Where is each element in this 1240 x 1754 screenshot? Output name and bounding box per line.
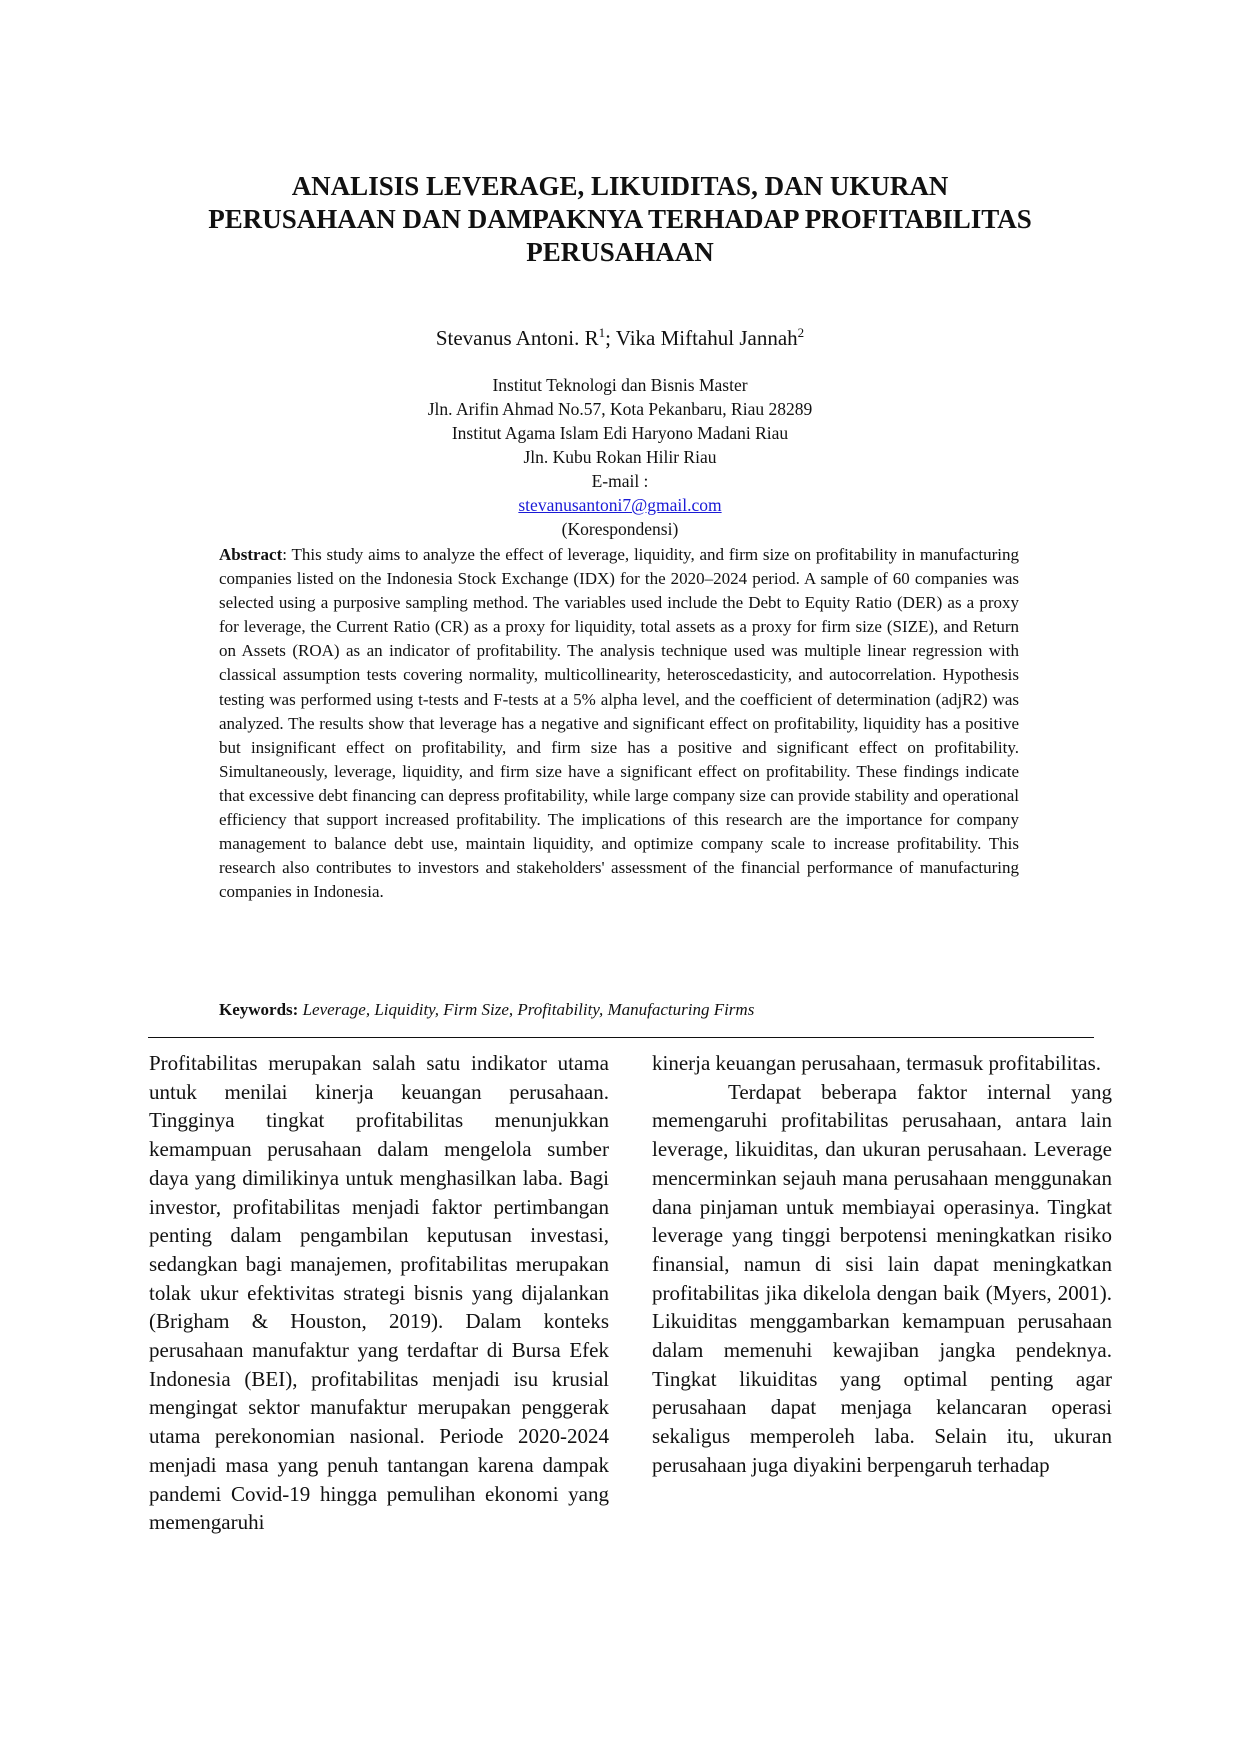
title-line: ANALISIS LEVERAGE, LIKUIDITAS, DAN UKURAN [291,171,949,201]
author-separator: ; [605,326,616,350]
body-paragraph: Terdapat beberapa faktor internal yang memengaruhi profitabilitas perusahaan, antara lain leverage, likuiditas, dan ukuran perusahaan. Leverage mencerminkan sejauh mana perusahaan menggunakan dana pinjaman untuk membiayai operasinya. Tingkat leverage yang tinggi berpotensi meningkatkan risiko finansial, namun di sisi lain dapat meningkatkan profitabilitas jika dikelola dengan baik (Myers, 2001). Likuiditas menggambarkan kemampuan perusahaan dalam memenuhi kewajiban jangka pendeknya. Tingkat likuiditas yang optimal penting agar perusahaan dapat menjaga kelancaran operasi sekaligus memperoleh laba. Selain itu, ukuran perusahaan juga diyakini berpengaruh terhadap [652,1079,1112,1477]
institution-name: Institut Agama Islam Edi Haryono Madani Riau [451,423,789,443]
institution-address: Jln. Arifin Ahmad No.57, Kota Pekanbaru, Riau 28289 [427,399,813,419]
email-link[interactable]: stevanusantoni7@gmail.com [518,495,722,515]
body-column-left [149,1049,609,1537]
body-column-right [652,1049,1112,1480]
email-line [120,469,1120,541]
paper-title [120,170,1120,269]
affiliation-block [120,373,1120,541]
body-paragraph: kinerja keuangan perusahaan, termasuk profitabilitas. [652,1051,1101,1075]
keywords-label: Keywords: [219,1000,299,1019]
author-affiliation-mark: 1 [598,325,606,340]
title-line: PERUSAHAAN DAN DAMPAKNYA TERHADAP PROFITABILITAS [208,204,1032,234]
abstract-text: : This study aims to analyze the effect of leverage, liquidity, and firm size on profitability in manufacturing companies listed on the Indonesia Stock Exchange (IDX) for the 2020–2024 period. A sample of 60 companies was selected using a purposive sampling method. The variables used include the Debt to Equity Ratio (DER) as a proxy for leverage, the Current Ratio (CR) as a proxy for liquidity, total assets as a proxy for firm size (SIZE), and Return on Assets (ROA) as an indicator of profitability. The analysis technique used was multiple linear regression with classical assumption tests covering normality, multicollinearity, heteroscedasticity, and autocorrelation. Hypothesis testing was performed using t-tests and F-tests at a 5% alpha level, and the coefficient of determination (adjR2) was analyzed. The results show that leverage has a negative and significant effect on profitability, liquidity has a positive but insignificant effect on profitability, and firm size has a positive and significant effect on profitability. Simultaneously, leverage, liquidity, and firm size have a significant effect on profitability. These findings indicate that excessive debt financing can depress profitability, while large company size can provide stability and operational efficiency that support increased profitability. The implications of this research are the importance for company management to balance debt use, maintain liquidity, and optimize company scale to increase profitability. This research also contributes to investors and stakeholders' assessment of the financial performance of manufacturing companies in Indonesia. [219,545,1019,902]
author-name: Vika Miftahul Jannah [615,326,798,350]
author-affiliation-mark: 2 [797,325,805,340]
keywords [219,998,1019,1022]
author-name: Stevanus Antoni. R [435,326,599,350]
email-note: (Korespondensi) [561,519,679,539]
body-paragraph: Profitabilitas merupakan salah satu indikator utama untuk menilai kinerja keuangan perusahaan. Tingginya tingkat profitabilitas menunjukkan kemampuan perusahaan dalam mengelola sumber daya yang dimilikinya untuk menghasilkan laba. Bagi investor, profitabilitas menjadi faktor pertimbangan penting dalam pengambilan keputusan investasi, sedangkan bagi manajemen, profitabilitas merupakan tolak ukur efektivitas strategi bisnis yang dijalankan (Brigham & Houston, 2019). Dalam konteks perusahaan manufaktur yang terdaftar di Bursa Efek Indonesia (BEI), profitabilitas menjadi isu krusial mengingat sektor manufaktur merupakan penggerak utama perekonomian nasional. Periode 2020-2024 menjadi masa yang penuh tantangan karena dampak pandemi Covid-19 hingga pemulihan ekonomi yang memengaruhi [149,1051,609,1535]
section-divider [148,1037,1094,1038]
title-line: PERUSAHAAN [526,237,714,267]
abstract-label: Abstract [219,545,283,564]
keywords-text: Leverage, Liquidity, Firm Size, Profitability, Manufacturing Firms [298,1000,755,1019]
institution-address: Jln. Kubu Rokan Hilir Riau [523,447,717,467]
email-label: E-mail : [591,471,649,491]
author-list [120,318,1120,353]
institution-name: Institut Teknologi dan Bisnis Master [492,375,748,395]
abstract [219,543,1019,904]
